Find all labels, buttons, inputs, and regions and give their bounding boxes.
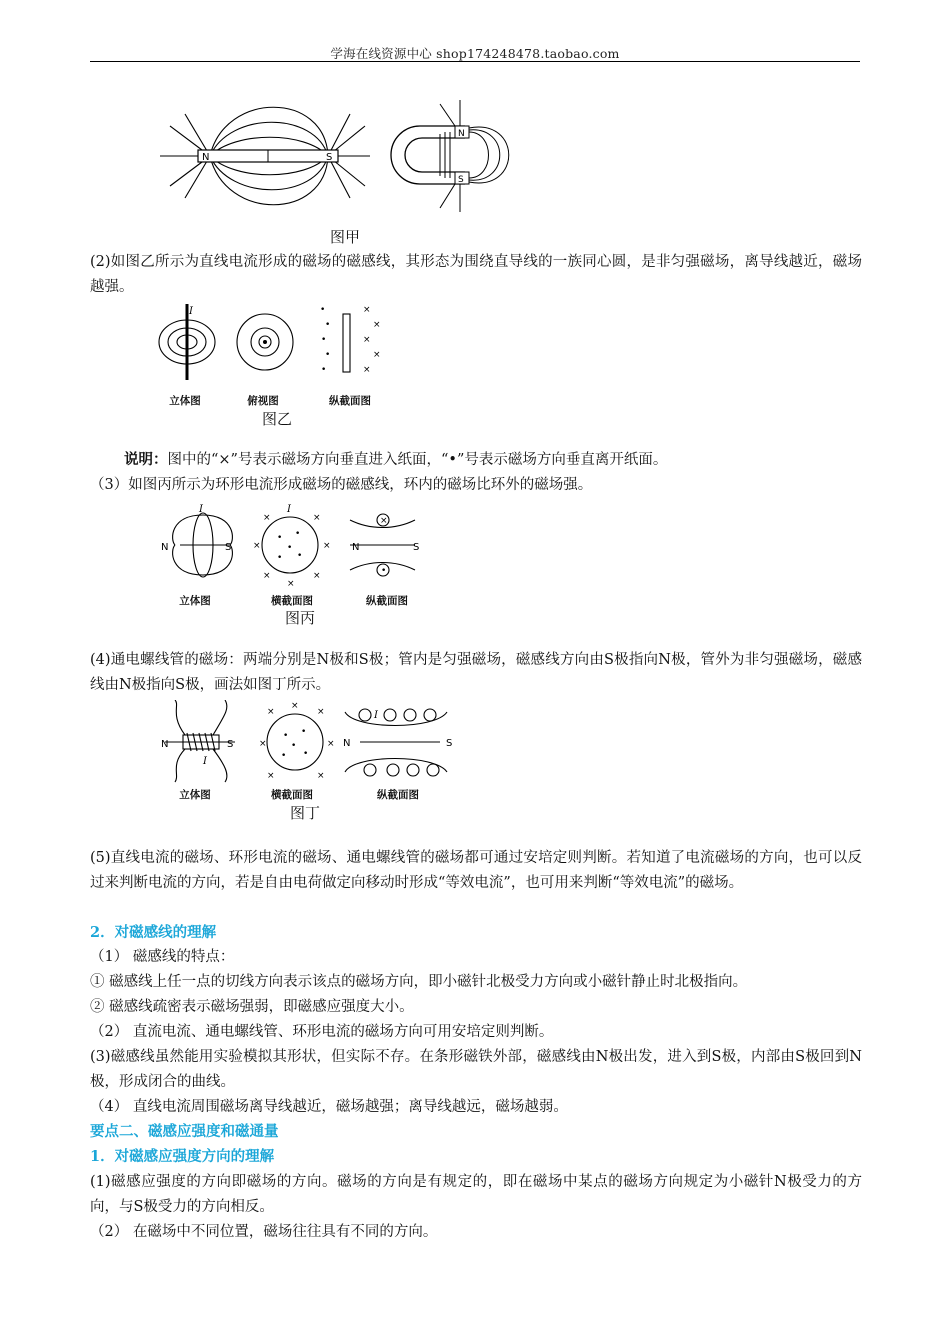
horseshoe-n-label: N [458,129,465,139]
list-line-2: ① 磁感线上任一点的切线方向表示该点的磁场方向，即小磁针北极受力方向或小磁针静止时北极指向。 [90,974,748,990]
dot-mark: • [283,731,289,741]
note-text: 图中的“×”号表示磁场方向垂直进入纸面，“•”号表示磁场方向垂直离开纸面。 [167,452,668,468]
figure-ding-caption: 图丁 [289,804,320,822]
cross-mark: × [313,513,321,523]
section-s-label: S [413,542,420,553]
cross-mark: × [263,513,271,523]
figure-yi-label-2: 俯视图 [247,395,279,407]
list-line-3: ② 磁感线疏密表示磁场强弱，即磁感应强度大小。 [90,999,414,1015]
figure-jia-caption: 图甲 [329,228,360,246]
figure-yi-caption: 图乙 [261,410,292,428]
bar-s-label: S [326,152,333,163]
dot-mark: • [287,543,293,553]
dot-mark: • [325,350,331,360]
cross-mark: × [373,320,381,330]
paragraph-2: (2)如图乙所示为直线电流形成的磁场的磁感线，其形态为围绕直导线的一族同心圆，是非匀强磁场，离导线越近，磁场越强。 [90,254,862,295]
list-line-1: （1） 磁感线的特点： [90,949,235,965]
figure-bing [155,500,425,590]
dot-mark: • [297,551,303,561]
dot-mark: • [281,751,287,761]
solenoid-section-n-label: N [343,738,351,749]
solenoid-s-label: S [227,739,234,750]
cross-mark: × [317,771,325,781]
figure-yi-label-1: 立体图 [169,395,201,407]
note-line [124,448,667,472]
cross-mark: × [267,771,275,781]
cross-mark: × [327,739,335,749]
figure-jia [150,96,530,221]
dot-mark: • [321,365,327,375]
dot-mark: • [277,553,283,563]
cross-mark: × [259,739,267,749]
dot-mark: • [320,305,326,315]
paragraph-3: （3）如图丙所示为环形电流形成磁场的磁感线，环内的磁场比环外的磁场强。 [90,477,593,493]
current-i-label: I [189,306,193,317]
cross-mark: × [313,571,321,581]
section-n-label: N [352,542,360,553]
figure-ding-label-2: 横截面图 [271,789,313,801]
dot-mark: • [325,320,331,330]
figure-ding [155,700,455,785]
cross-mark: × [373,350,381,360]
figure-bing-caption: 图丙 [284,609,315,627]
figure-ding-label-1: 立体图 [179,789,211,801]
figure-bing-label-3: 纵截面图 [366,595,408,607]
dot-mark: • [303,749,309,759]
cross-mark: × [267,707,275,717]
cross-mark: × [380,516,388,526]
list-line-5: (3)磁感线虽然能用实验模拟其形状，但实际不存。在条形磁铁外部，磁感线由N极出发，进入到S极，内部由S极回到N极，形成闭合的曲线。 [90,1049,862,1090]
solenoid-section-s-label: S [446,738,453,749]
cross-mark: × [253,541,261,551]
loop-s-label: S [225,542,232,553]
list-line-4: （2） 直流电流、通电螺线管、环形电流的磁场方向可用安培定则判断。 [90,1024,554,1040]
loop-current-label: I [199,504,203,515]
cross-mark: × [287,579,295,589]
solenoid-diagram [155,700,455,785]
figure-yi-label-3: 纵截面图 [329,395,371,407]
cross-mark: × [317,707,325,717]
point-two-heading: 要点二、磁感应强度和磁通量 [90,1123,279,1140]
cross-mark: × [263,571,271,581]
bar-n-label: N [202,152,210,163]
page-header: 学海在线资源中心 shop174248478.taobao.com [330,46,620,61]
figure-yi [155,302,395,387]
cross-mark: × [363,365,371,375]
cross-mark: × [363,305,371,315]
list-line-8: （2） 在磁场中不同位置，磁场往往具有不同的方向。 [90,1224,438,1240]
list-line-7: (1)磁感应强度的方向即磁场的方向。磁场的方向是有规定的，即在磁场中某点的磁场方向规定为小磁针N极受力的方向，与S极受力的方向相反。 [90,1174,862,1215]
header-divider [90,61,860,62]
dot-mark: • [301,727,307,737]
cross-mark: × [363,335,371,345]
list-line-6: （4） 直线电流周围磁场离导线越近，磁场越强；离导线越远，磁场越弱。 [90,1099,568,1115]
dot-mark: • [295,529,301,539]
dot-mark: • [277,533,283,543]
dot-mark: • [381,566,387,576]
cross-mark: × [291,701,299,711]
magnet-field-diagram [150,96,530,221]
solenoid-n-label: N [161,739,169,750]
solenoid-current-label: I [203,756,207,767]
loop-current-diagram [155,500,425,590]
cross-mark: × [323,541,331,551]
section-current-label: I [374,710,378,721]
figure-bing-label-1: 立体图 [179,595,211,607]
section-heading-2: 2．对磁感线的理解 [90,924,217,941]
figure-bing-label-2: 横截面图 [271,595,313,607]
horseshoe-s-label: S [458,175,464,185]
note-label: 说明： [124,451,168,468]
paragraph-5: (5)直线电流的磁场、环形电流的磁场、通电螺线管的磁场都可通过安培定则判断。若知道了电流磁场的方向，也可以反过来判断电流的方向，若是自由电荷做定向移动时形成“等效电流”，也可用来判断“等效电流”的磁场。 [90,850,862,891]
paragraph-4: (4)通电螺线管的磁场：两端分别是N极和S极；管内是匀强磁场，磁感线方向由S极指向N极，管外为非匀强磁场，磁感线由N极指向S极，画法如图丁所示。 [90,652,862,693]
loop-n-label: N [161,542,169,553]
section-heading-1: 1．对磁感应强度方向的理解 [90,1148,275,1165]
straight-current-diagram [155,302,395,387]
dot-mark: • [291,741,297,751]
figure-ding-label-3: 纵截面图 [377,789,419,801]
dot-mark: • [321,335,327,345]
cross-section-current-label: I [287,504,291,515]
